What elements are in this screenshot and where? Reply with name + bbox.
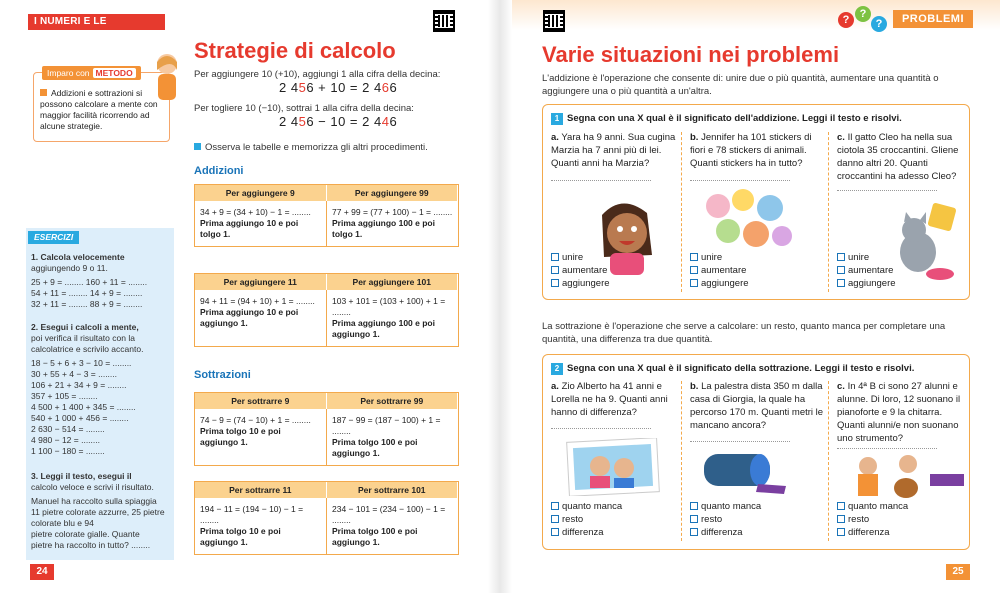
exercise-line: 2 630 − 514 = ........ xyxy=(31,424,105,434)
table-cell: 103 + 101 = (103 + 100) + 1 = ........ Prima aggiungo 100 e poi aggiungo 1. xyxy=(332,296,446,339)
problem-2c: c. In 4ª B ci sono 27 alunni e alunne. Di loro, 12 suonano il pianoforte e 9 la chitarra. Quanti alunni/e non suonano uno strumento? xyxy=(837,381,961,444)
answer-line[interactable] xyxy=(837,448,937,449)
table-header: Per aggiungere 101 xyxy=(327,274,459,290)
box1-title: 1 Segna con una X qual è il significato dell'addizione. Leggi il testo e risolvi. xyxy=(551,113,902,125)
option-differenza-c[interactable]: differenza xyxy=(837,527,890,539)
music-students-illustration xyxy=(850,452,966,508)
option-aumentare-b[interactable]: aumentare xyxy=(690,265,746,277)
exercise-line: calcolo veloce e scrivi il risultato. xyxy=(31,482,154,492)
stickers-illustration xyxy=(698,186,798,256)
exercise-line: 30 + 55 + 4 − 3 = ........ xyxy=(31,369,118,379)
table-header: Per aggiungere 9 xyxy=(195,185,327,201)
exercise-line: 2. Esegui i calcoli a mente, xyxy=(31,322,139,332)
method-text: Addizioni e sottrazioni si possono calcolare a mente con maggior facilità ricorrendo ad alcune strategie. xyxy=(40,88,158,131)
option-resto-a[interactable]: resto xyxy=(551,514,583,526)
page-title: Strategie di calcolo xyxy=(194,38,396,63)
table-cell: 194 − 11 = (194 − 10) − 1 = ........ Prima tolgo 10 e poi aggiungo 1. xyxy=(195,498,327,554)
answer-line[interactable] xyxy=(551,180,651,181)
exercise-line: 1. Calcola velocemente xyxy=(31,252,125,262)
add-rule: Per aggiungere 10 (+10), aggiungi 1 alla cifra della decina: xyxy=(194,69,441,80)
option-unire-b[interactable]: unire xyxy=(690,252,722,264)
exercises-tab: ESERCIZI xyxy=(28,231,79,244)
table-cell: 234 − 101 = (234 − 100) − 1 = ........ Prima tolgo 100 e poi aggiungo 1. xyxy=(332,504,446,547)
divider xyxy=(828,132,829,292)
exercise-line: calcolatrice e scrivilo accanto. xyxy=(31,344,144,354)
exercise-line: 106 + 21 + 34 + 9 = ........ xyxy=(31,380,127,390)
box2-title: 2 Segna con una X qual è il significato della sottrazione. Leggi il testo e risolvi. xyxy=(551,363,914,375)
option-aumentare-c[interactable]: aumentare xyxy=(837,265,893,277)
option-resto-c[interactable]: resto xyxy=(837,514,869,526)
exercise-line: pietre colorate gialle. Quante xyxy=(31,529,140,539)
cat-illustration xyxy=(894,200,964,282)
option-quanto-manca-a[interactable]: quanto manca xyxy=(551,501,622,513)
addition-intro: L'addizione è l'operazione che consente di: unire due o più quantità, aumentare una quantità o aggiungere una o più quantità a un'altra. xyxy=(542,73,939,97)
table-header: Per sottrarre 101 xyxy=(327,482,459,498)
qr-code-icon[interactable] xyxy=(543,10,565,32)
photo-illustration xyxy=(566,438,660,496)
sub-rule: Per togliere 10 (−10), sottrai 1 alla cifra della decina: xyxy=(194,103,414,114)
table-header: Per aggiungere 99 xyxy=(327,185,459,201)
exercise-line: 357 + 105 = ........ xyxy=(31,391,98,401)
question-mark-icon: ? xyxy=(838,12,854,28)
table-header: Per sottrarre 99 xyxy=(327,393,459,409)
exercise-line: Manuel ha raccolto sulla spiaggia xyxy=(31,496,157,506)
exercise-line: aggiungendo 9 o 11. xyxy=(31,263,108,273)
exercise-line: colorate blu e 94 xyxy=(31,518,94,528)
table-cell: 187 − 99 = (187 − 100) + 1 = ........ Prima tolgo 100 e poi aggiungo 1. xyxy=(332,415,441,458)
table-sub-11 xyxy=(194,481,459,555)
table-cell: 34 + 9 = (34 + 10) − 1 = ........ Prima aggiungo 10 e poi tolgo 1. xyxy=(195,201,327,246)
option-resto-b[interactable]: resto xyxy=(690,514,722,526)
exercise-line: 4 500 + 1 400 + 345 = ........ xyxy=(31,402,136,412)
exercise-line: 54 + 11 = ........ 14 + 9 = ........ xyxy=(31,288,143,298)
table-header: Per aggiungere 11 xyxy=(195,274,327,290)
exercise-line: 3. Leggi il testo, esegui il xyxy=(31,471,132,481)
answer-line[interactable] xyxy=(690,180,790,181)
option-quanto-manca-c[interactable]: quanto manca xyxy=(837,501,908,513)
book-gutter xyxy=(488,0,512,593)
section-tab: I NUMERI E LE OPERAZIONI xyxy=(28,14,165,30)
exercise-line: 25 + 9 = ........ 160 + 11 = ........ xyxy=(31,277,148,287)
observe-instruction: Osserva le tabelle e memorizza gli altri procedimenti. xyxy=(194,141,428,154)
table-add-11 xyxy=(194,273,459,347)
problem-2b: b. La palestra dista 350 m dalla casa di Giorgia, la quale ha percorso 170 m. Quanti metri le mancano ancora? xyxy=(690,381,824,431)
exercise-line: 32 + 11 = ........ 88 + 9 = ........ xyxy=(31,299,143,309)
problem-1c: c. Il gatto Cleo ha nella sua ciotola 35 croccantini. Gliene danno altri 20. Quanti croccantini ha adesso Cleo? xyxy=(837,132,959,182)
exercise-line: 540 + 1 000 + 456 = ........ xyxy=(31,413,129,423)
subtraction-intro: La sottrazione è l'operazione che serve a calcolare: un resto, quanto manca per completare una quantità, una differenza tra due quantità. xyxy=(542,321,946,345)
problem-1b: b. Jennifer ha 101 stickers di fiori e 78 stickers di animali. Quanti stickers ha in tutto? xyxy=(690,132,812,169)
question-mark-icon: ? xyxy=(871,16,887,32)
divider xyxy=(681,132,682,292)
option-aggiungere-a[interactable]: aggiungere xyxy=(551,278,610,290)
option-differenza-a[interactable]: differenza xyxy=(551,527,604,539)
page-number-right: 25 xyxy=(946,564,970,580)
exercise-line: 4 980 − 12 = ........ xyxy=(31,435,100,445)
answer-line[interactable] xyxy=(837,190,937,191)
sub-calc: 2 456 − 10 = 2 446 xyxy=(279,114,398,129)
option-aumentare-a[interactable]: aumentare xyxy=(551,265,607,277)
table-sub-9 xyxy=(194,392,459,466)
bullet-square-icon xyxy=(194,143,201,150)
page-number-left: 24 xyxy=(30,564,54,580)
option-unire-c[interactable]: unire xyxy=(837,252,869,264)
question-mark-icon: ? xyxy=(855,6,871,22)
subtractions-heading: Sottrazioni xyxy=(194,369,251,381)
problem-1a: a. Yara ha 9 anni. Sua cugina Marzia ha 7 anni più di lei. Quanti anni ha Marzia? xyxy=(551,132,676,169)
method-tab: Imparo con METODO xyxy=(42,66,141,80)
page-title-right: Varie situazioni nei problemi xyxy=(542,42,840,67)
qr-code-icon[interactable] xyxy=(433,10,455,32)
gym-bag-illustration xyxy=(700,448,790,496)
table-cell: 74 − 9 = (74 − 10) + 1 = ........ Prima tolgo 10 e poi aggiungo 1. xyxy=(195,409,327,465)
table-header: Per sottrarre 9 xyxy=(195,393,327,409)
exercise-line: poi verifica il risultato con la xyxy=(31,333,135,343)
table-header: Per sottrarre 11 xyxy=(195,482,327,498)
divider xyxy=(828,381,829,541)
option-unire-a[interactable]: unire xyxy=(551,252,583,264)
add-calc: 2 456 + 10 = 2 466 xyxy=(279,80,398,95)
exercise-line: 1 100 − 180 = ........ xyxy=(31,446,105,456)
bullet-square-icon xyxy=(40,89,47,96)
answer-line[interactable] xyxy=(690,441,790,442)
option-aggiungere-b[interactable]: aggiungere xyxy=(690,278,749,290)
table-cell: 94 + 11 = (94 + 10) + 1 = ........ Prima aggiungo 10 e poi aggiungo 1. xyxy=(195,290,327,346)
exercise-line: 18 − 5 + 6 + 3 − 10 = ........ xyxy=(31,358,132,368)
option-aggiungere-c[interactable]: aggiungere xyxy=(837,278,896,290)
option-quanto-manca-b[interactable]: quanto manca xyxy=(690,501,761,513)
exercise-line: 11 pietre colorate azzurre, 25 pietre xyxy=(31,507,165,517)
answer-line[interactable] xyxy=(551,428,651,429)
table-cell: 77 + 99 = (77 + 100) − 1 = ........ Prima aggiungo 100 e poi tolgo 1. xyxy=(332,207,453,239)
divider xyxy=(681,381,682,541)
problem-2a: a. Zio Alberto ha 41 anni e Lorella ne ha 9. Quanti anni hanno di differenza? xyxy=(551,381,668,418)
problems-tab: PROBLEMI xyxy=(893,10,973,28)
exercise-line: pietre ha raccolto in tutto? ........ xyxy=(31,540,151,550)
girl-illustration xyxy=(150,50,184,106)
girl-illustration xyxy=(592,195,662,275)
additions-heading: Addizioni xyxy=(194,165,244,177)
option-differenza-b[interactable]: differenza xyxy=(690,527,743,539)
table-add-9 xyxy=(194,184,459,247)
